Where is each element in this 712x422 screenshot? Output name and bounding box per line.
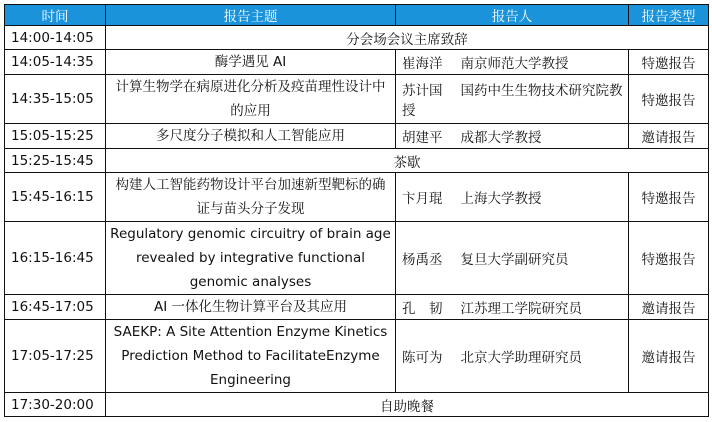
time-cell: 17:30-20:00 [5, 393, 106, 417]
event-cell: 分会场会议主席致辞 [106, 26, 709, 50]
speaker-cell [396, 124, 629, 149]
speaker-affiliation: 北京大学助理研究员 [460, 350, 582, 366]
type-cell: 邀请报告 [629, 295, 709, 320]
table-row [5, 295, 709, 320]
header-time: 时间 [5, 5, 106, 26]
table-row [5, 124, 709, 149]
topic-cell: 计算生物学在病原进化分析及疫苗理性设计中的应用 [106, 75, 396, 124]
time-cell: 16:45-17:05 [5, 295, 106, 320]
type-cell: 邀请报告 [629, 124, 709, 149]
schedule-table-wrapper [4, 4, 709, 417]
type-cell: 邀请报告 [629, 320, 709, 393]
topic-cell: AI 一体化生物计算平台及其应用 [106, 295, 396, 320]
speaker-cell [396, 295, 629, 320]
topic-cell: 酶学遇见 AI [106, 50, 396, 75]
speaker-affiliation: 江苏理工学院研究员 [460, 301, 582, 317]
header-type: 报告类型 [629, 5, 709, 26]
schedule-table [4, 4, 709, 417]
time-cell: 15:25-15:45 [5, 149, 106, 173]
time-cell: 16:15-16:45 [5, 222, 106, 295]
topic-cell: 构建人工智能药物设计平台加速新型靶标的确证与苗头分子发现 [106, 173, 396, 222]
speaker-cell [396, 173, 629, 222]
topic-text: Regulatory genomic circuitry of brain age revealed by integrative functional genomic analyses [110, 226, 391, 290]
speaker-name: 卞月琨 [402, 191, 443, 207]
type-cell: 特邀报告 [629, 173, 709, 222]
topic-cell: SAEKP: A Site Attention Enzyme Kinetics Prediction Method to FacilitateEnzyme Engineering [106, 320, 396, 393]
header-topic: 报告主题 [106, 5, 396, 26]
speaker-name: 杨禹丞 [402, 252, 443, 268]
topic-cell: 多尺度分子模拟和人工智能应用 [106, 124, 396, 149]
time-cell: 15:05-15:25 [5, 124, 106, 149]
table-row [5, 149, 709, 173]
table-row [5, 50, 709, 75]
time-cell: 14:00-14:05 [5, 26, 106, 50]
table-row [5, 173, 709, 222]
speaker-name: 孔 韧 [402, 301, 443, 317]
speaker-cell [396, 75, 629, 124]
speaker-name: 胡建平 [402, 130, 443, 146]
speaker-cell [396, 50, 629, 75]
time-cell: 14:05-14:35 [5, 50, 106, 75]
header-speaker: 报告人 [396, 5, 629, 26]
speaker-name: 苏计国 [402, 83, 443, 99]
event-cell: 自助晚餐 [106, 393, 709, 417]
speaker-cell [396, 222, 629, 295]
table-row [5, 320, 709, 393]
speaker-affiliation: 南京师范大学教授 [460, 56, 569, 72]
time-cell: 15:45-16:15 [5, 173, 106, 222]
topic-cell [106, 222, 396, 295]
speaker-name: 崔海洋 [402, 56, 443, 72]
speaker-affiliation: 国药中生生物技术研究院教授 [402, 83, 623, 119]
speaker-affiliation: 上海大学教授 [460, 191, 542, 207]
type-cell: 特邀报告 [629, 222, 709, 295]
event-cell: 茶歇 [106, 149, 709, 173]
type-cell: 特邀报告 [629, 50, 709, 75]
time-cell: 14:35-15:05 [5, 75, 106, 124]
time-cell: 17:05-17:25 [5, 320, 106, 393]
table-row [5, 393, 709, 417]
speaker-affiliation: 复旦大学副研究员 [460, 252, 569, 268]
header-row [5, 5, 709, 26]
speaker-name: 陈可为 [402, 350, 443, 366]
table-row [5, 75, 709, 124]
table-row [5, 26, 709, 50]
type-cell: 特邀报告 [629, 75, 709, 124]
speaker-affiliation: 成都大学教授 [460, 130, 542, 146]
table-row [5, 222, 709, 295]
speaker-cell [396, 320, 629, 393]
